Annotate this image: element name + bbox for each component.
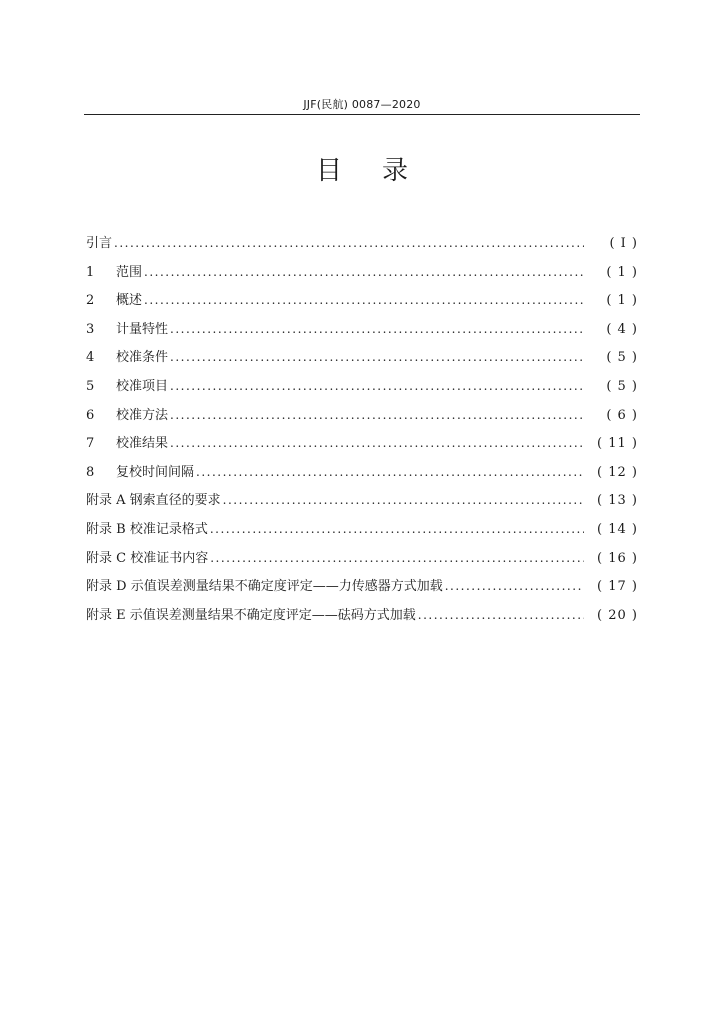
toc-entry[interactable] bbox=[86, 432, 638, 461]
toc-entry[interactable] bbox=[86, 375, 638, 404]
toc-leader-dots bbox=[114, 236, 584, 250]
toc-entry-title: 附录 B 校准记录格式 bbox=[86, 521, 208, 537]
toc-entry-title: 附录 E 示值误差测量结果不确定度评定——砝码方式加载 bbox=[86, 607, 416, 623]
toc-entry-page: ( 5 ) bbox=[606, 350, 638, 366]
toc-entry-number: 8 bbox=[86, 464, 95, 480]
toc-entry-title: 附录 A 钢索直径的要求 bbox=[86, 493, 221, 509]
toc-entry-title: 校准条件 bbox=[116, 350, 169, 366]
toc-entry-number: 4 bbox=[86, 350, 95, 366]
toc-entry[interactable] bbox=[86, 575, 638, 604]
toc-entry-page: ( 20 ) bbox=[597, 607, 638, 623]
toc-leader-dots bbox=[196, 465, 584, 479]
toc-leader-dots bbox=[170, 350, 584, 364]
toc-leader-dots bbox=[210, 551, 584, 565]
toc-leader-dots bbox=[170, 408, 584, 422]
page-title: 目录 bbox=[315, 156, 448, 186]
toc-entry[interactable] bbox=[86, 232, 638, 261]
toc-entry-page: ( 5 ) bbox=[606, 378, 638, 394]
toc-entry[interactable] bbox=[86, 261, 638, 290]
toc-leader-dots bbox=[418, 608, 584, 622]
toc-entry-page: ( 17 ) bbox=[597, 579, 638, 595]
toc-entry[interactable] bbox=[86, 404, 638, 433]
toc-leader-dots bbox=[445, 579, 584, 593]
toc-entry-page: ( 1 ) bbox=[606, 264, 638, 280]
toc-entry-page: ( 11 ) bbox=[597, 436, 638, 452]
toc-entry[interactable] bbox=[86, 461, 638, 490]
toc-leader-dots bbox=[170, 322, 584, 336]
document-code-header: JJF(民航) 0087—2020 bbox=[303, 98, 421, 111]
toc-entry[interactable] bbox=[86, 489, 638, 518]
header-rule bbox=[84, 114, 640, 115]
toc-entry-title: 附录 D 示值误差测量结果不确定度评定——力传感器方式加载 bbox=[86, 579, 443, 595]
toc-leader-dots bbox=[210, 522, 584, 536]
toc-entry-page: ( 4 ) bbox=[606, 321, 638, 337]
toc-leader-dots bbox=[170, 379, 584, 393]
toc-entry-page: ( 16 ) bbox=[597, 550, 638, 566]
toc-entry-number: 3 bbox=[86, 321, 95, 337]
toc-entry[interactable] bbox=[86, 318, 638, 347]
table-of-contents bbox=[86, 232, 638, 632]
toc-entry[interactable] bbox=[86, 518, 638, 547]
toc-entry-number: 2 bbox=[86, 293, 95, 309]
toc-entry-title: 概述 bbox=[116, 293, 143, 309]
toc-entry-page: ( 14 ) bbox=[597, 521, 638, 537]
toc-entry-title: 校准项目 bbox=[116, 378, 169, 394]
toc-entry-title: 附录 C 校准证书内容 bbox=[86, 550, 209, 566]
toc-entry-title: 校准方法 bbox=[116, 407, 169, 423]
toc-leader-dots bbox=[170, 436, 584, 450]
toc-entry-title: 校准结果 bbox=[116, 436, 169, 452]
toc-entry-number: 7 bbox=[86, 436, 95, 452]
toc-entry-page: ( 1 ) bbox=[606, 293, 638, 309]
toc-entry-title: 范围 bbox=[116, 264, 143, 280]
toc-entry[interactable] bbox=[86, 547, 638, 576]
toc-entry[interactable] bbox=[86, 604, 638, 633]
toc-entry[interactable] bbox=[86, 346, 638, 375]
toc-entry[interactable] bbox=[86, 289, 638, 318]
toc-entry-title: 引言 bbox=[86, 236, 113, 251]
toc-entry-page: ( 13 ) bbox=[597, 493, 638, 509]
toc-leader-dots bbox=[144, 293, 584, 307]
toc-entry-number: 1 bbox=[86, 264, 95, 280]
toc-entry-number: 5 bbox=[86, 378, 95, 394]
toc-entry-page: ( 12 ) bbox=[597, 464, 638, 480]
toc-entry-title: 复校时间间隔 bbox=[116, 464, 195, 480]
toc-entry-page: ( 6 ) bbox=[606, 407, 638, 423]
toc-leader-dots bbox=[223, 493, 584, 507]
toc-leader-dots bbox=[144, 265, 584, 279]
toc-entry-title: 计量特性 bbox=[116, 321, 169, 337]
toc-entry-page: ( I ) bbox=[609, 236, 638, 251]
toc-entry-number: 6 bbox=[86, 407, 95, 423]
